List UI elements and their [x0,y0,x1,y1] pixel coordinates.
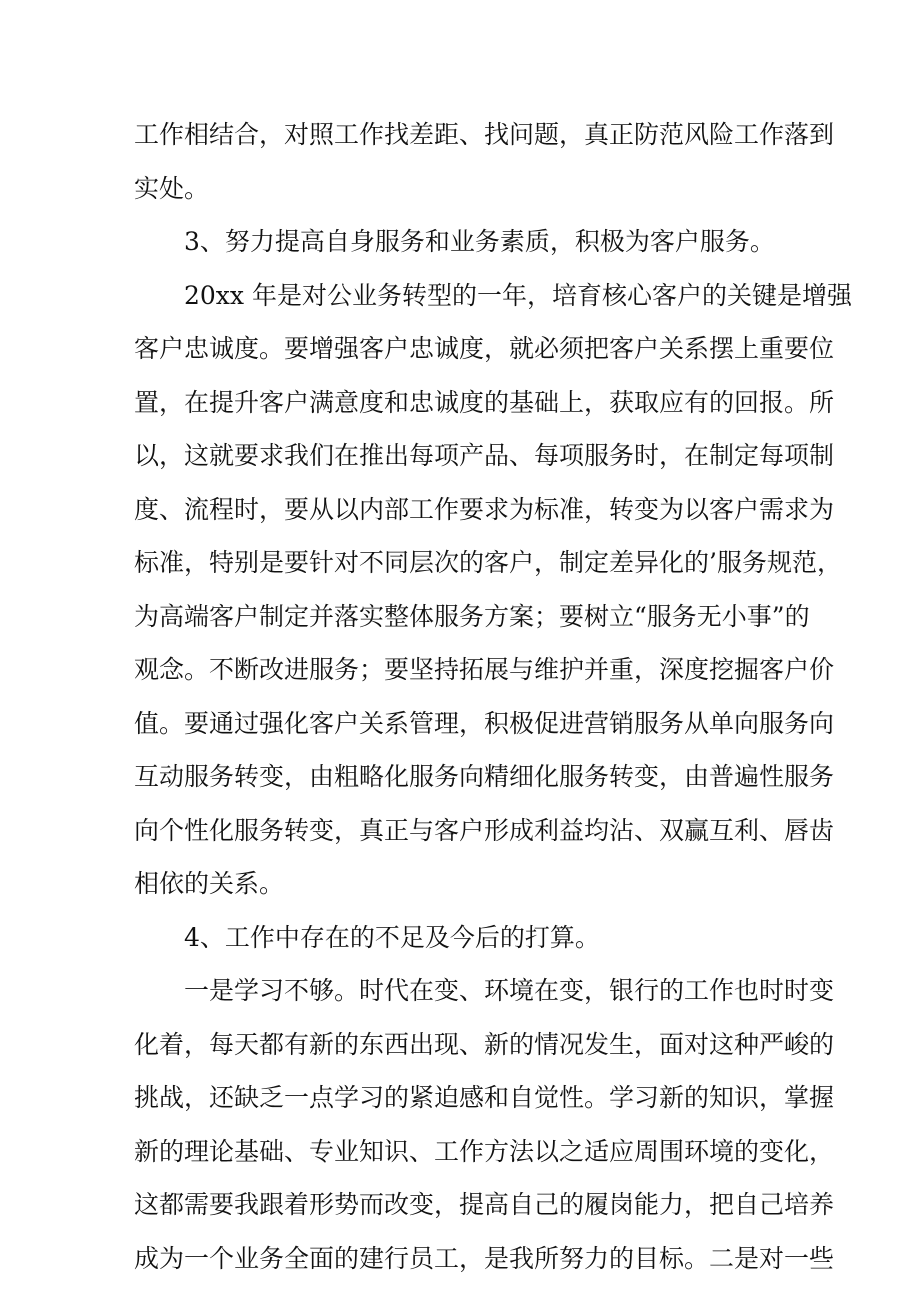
text-line: 客户忠诚度。要增强客户忠诚度，就必须把客户关系摆上重要位 [134,334,835,363]
text-line: 一是学习不够。时代在变、环境在变，银行的工作也时时变 [184,976,835,1005]
text-line: 20xx 年是对公业务转型的一年，培育核心客户的关键是增强 [184,280,852,310]
section-heading: 4、工作中存在的不足及今后的打算。 [184,922,600,952]
text-line: 挑战，还缺乏一点学习的紧迫感和自觉性。学习新的知识，掌握 [134,1083,835,1112]
text-line: 置，在提升客户满意度和忠诚度的基础上，获取应有的回报。所 [134,387,835,417]
text-line: 以，这就要求我们在推出每项产品、每项服务时，在制定每项制 [134,441,835,470]
text-line: 成为一个业务全面的建行员工，是我所努力的目标。二是对一些 [134,1243,835,1273]
text-line: 度、流程时，要从以内部工作要求为标准，转变为以客户需求为 [134,494,835,524]
document-body [134,108,852,1285]
text-line: 为高端客户制定并落实整体服务方案；要树立“服务无小事”的 [134,601,810,631]
text-line: 这都需要我跟着形势而改变，提高自己的履岗能力，把自己培养 [134,1190,835,1219]
text-line: 标准，特别是要针对不同层次的客户，制定差异化的’服务规范， [134,548,842,577]
section-heading: 3、努力提高自身服务和业务素质，积极为客户服务。 [184,227,775,256]
text-line: 工作相结合，对照工作找差距、找问题，真正防范风险工作落到 [134,120,835,149]
text-line: 新的理论基础、专业知识、工作方法以之适应周围环境的变化， [134,1136,835,1166]
text-line: 向个性化服务转变，真正与客户形成利益均沾、双赢互利、唇齿 [134,815,835,845]
text-line: 互动服务转变，由粗略化服务向精细化服务转变，由普遍性服务 [134,762,835,791]
text-line: 实处。 [134,173,210,203]
text-line: 值。要通过强化客户关系管理，积极促进营销服务从单向服务向 [134,708,835,738]
text-line: 观念。不断改进服务；要坚持拓展与维护并重，深度挖掘客户价 [134,655,835,684]
text-line: 化着，每天都有新的东西出现、新的情况发生，面对这种严峻的 [134,1029,835,1059]
text-line: 相依的关系。 [134,869,285,898]
